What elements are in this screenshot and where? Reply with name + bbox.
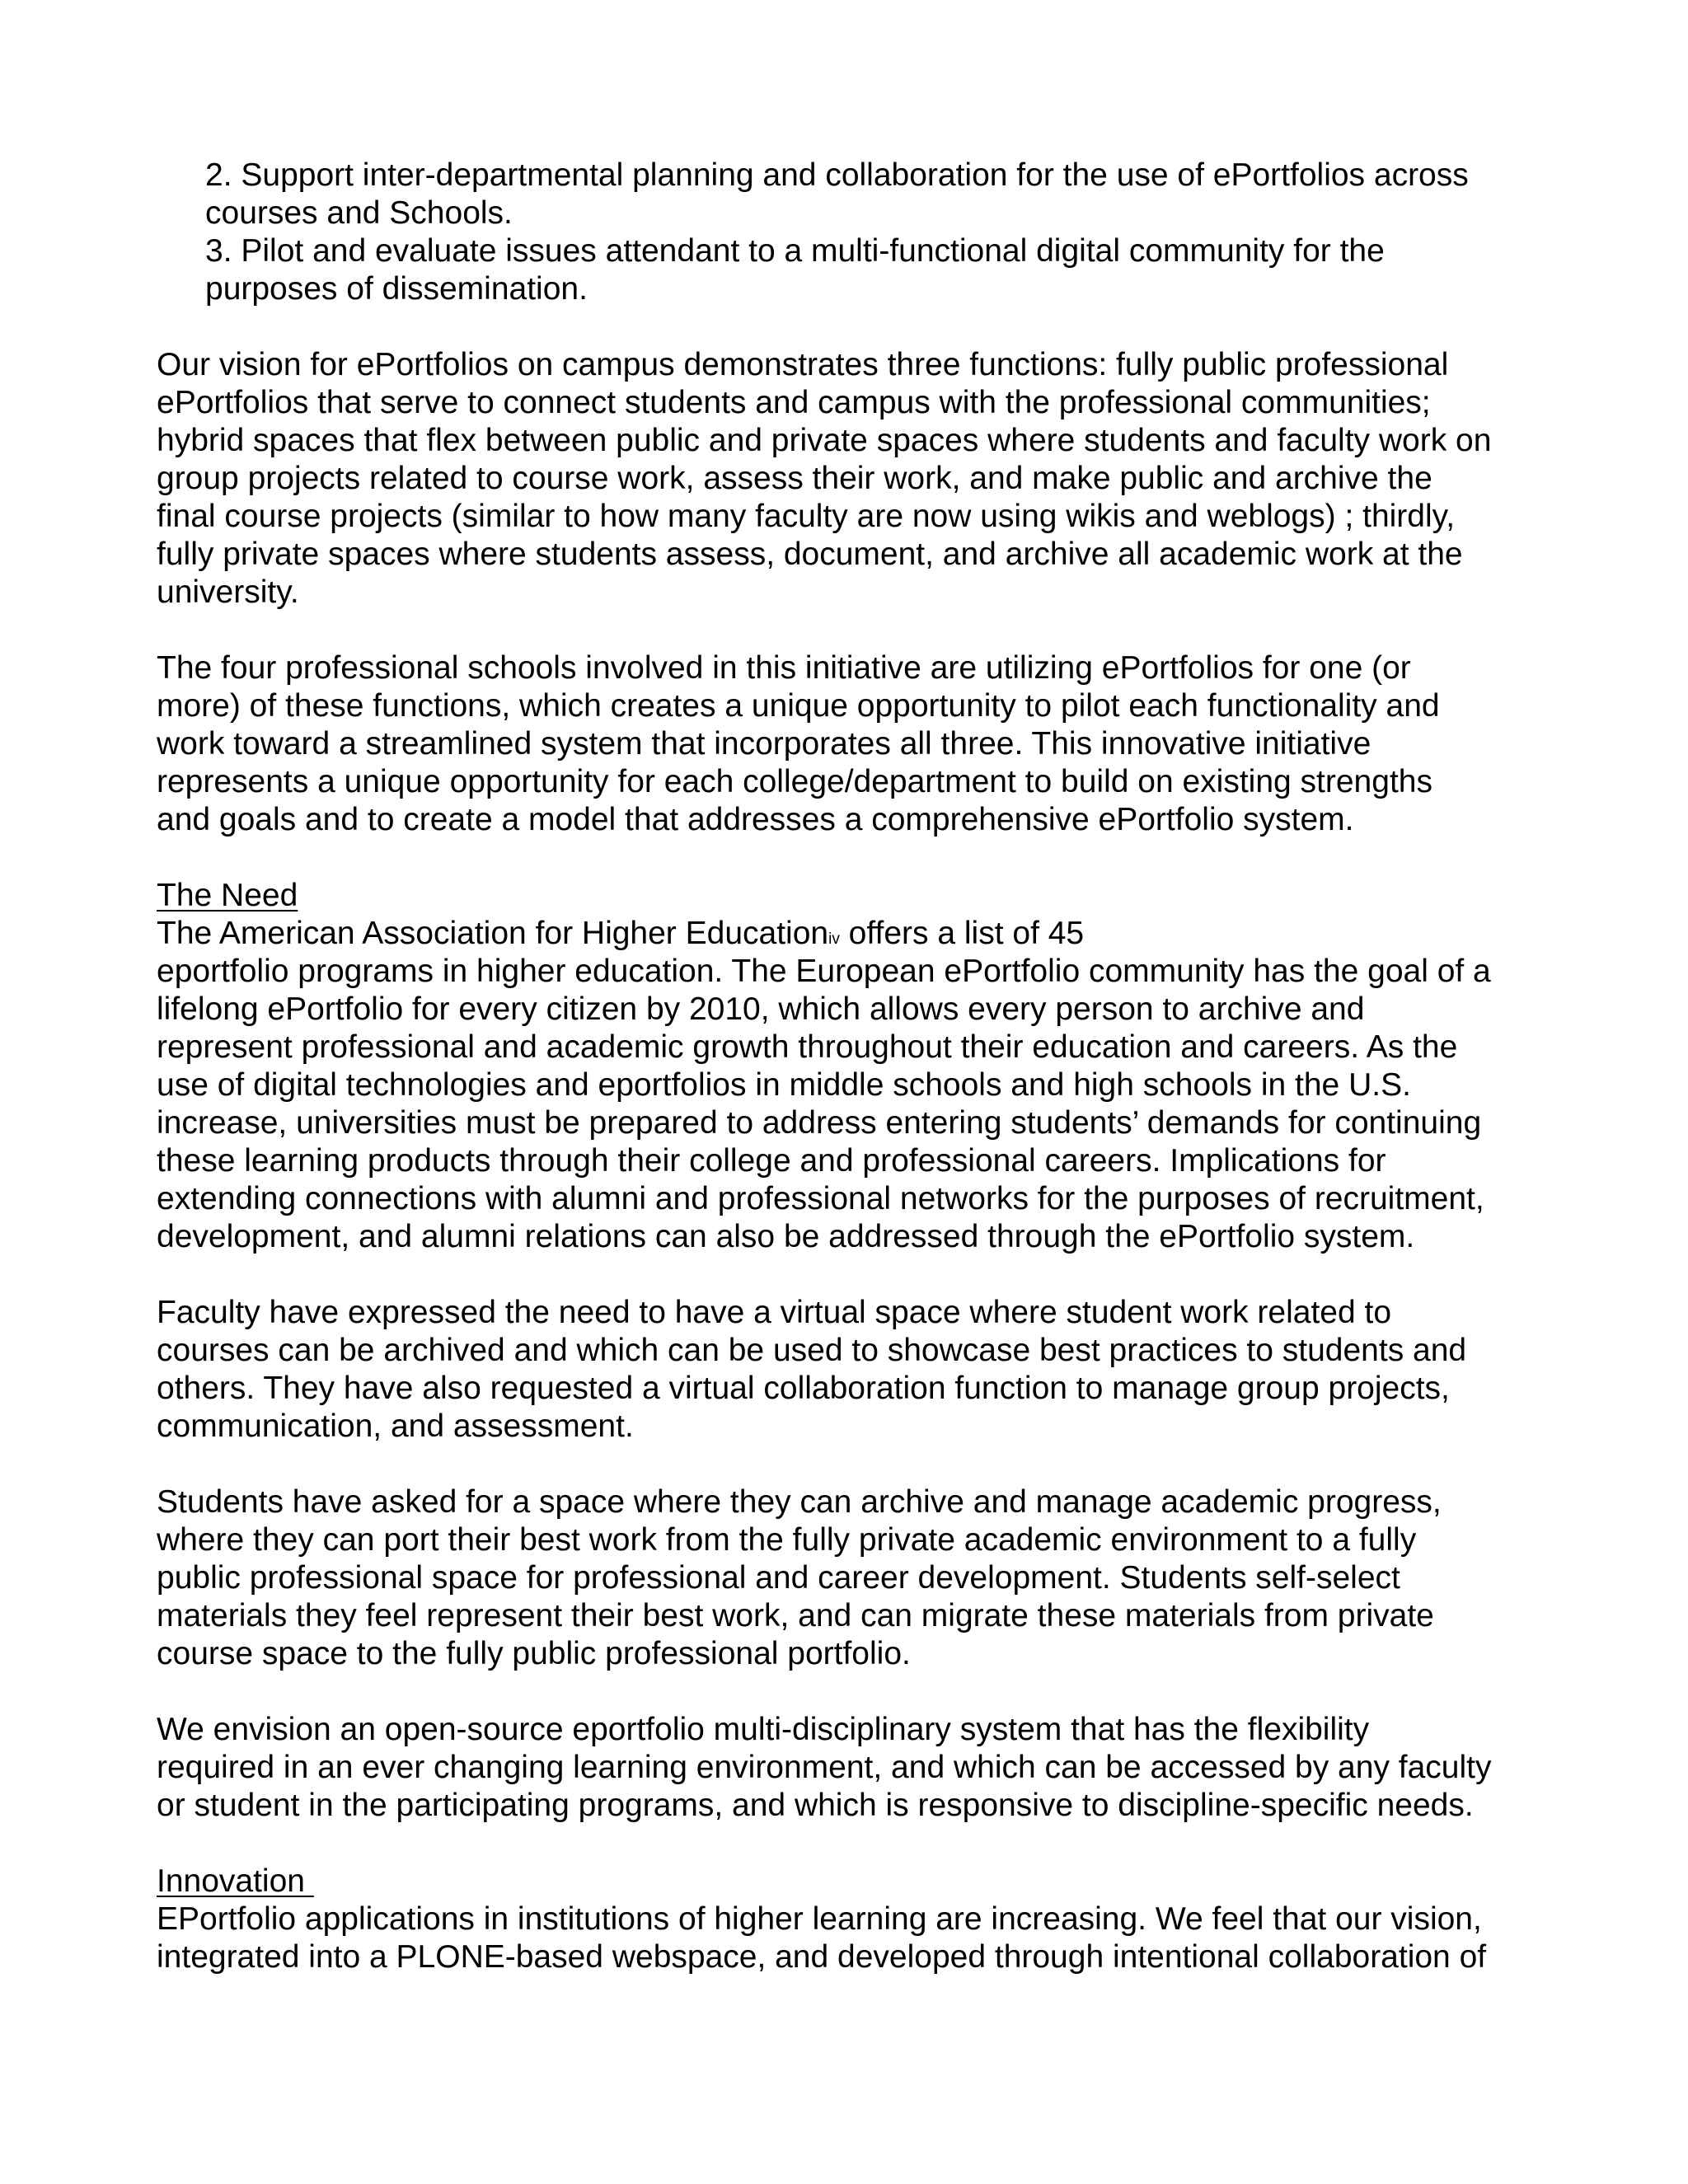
students-paragraph-line: public professional space for professional and career development. Students self-select bbox=[157, 1560, 1400, 1596]
vision-paragraph-line: hybrid spaces that flex between public and private spaces where students and faculty work on bbox=[157, 423, 1492, 458]
vision-paragraph-line: university. bbox=[157, 574, 299, 610]
students-paragraph-line: course space to the fully public professional portfolio. bbox=[157, 1636, 911, 1671]
need-paragraph-line: use of digital technologies and eportfolios in middle schools and high schools in the U.S. bbox=[157, 1067, 1411, 1103]
footnote-marker: iv bbox=[828, 930, 840, 948]
vision-paragraph-line: fully private spaces where students assess, document, and archive all academic work at the bbox=[157, 537, 1463, 572]
schools-paragraph-line: and goals and to create a model that addresses a comprehensive ePortfolio system. bbox=[157, 802, 1354, 837]
need-paragraph-line: represent professional and academic growth throughout their education and careers. As the bbox=[157, 1029, 1458, 1065]
students-paragraph-line: Students have asked for a space where they can archive and manage academic progress, bbox=[157, 1484, 1442, 1520]
innovation-paragraph-line: EPortfolio applications in institutions of higher learning are increasing. We feel that our vision, bbox=[157, 1901, 1482, 1937]
vision-paragraph-line: ePortfolios that serve to connect students and campus with the professional communities; bbox=[157, 385, 1431, 420]
section-heading-the-need: The Need bbox=[157, 878, 298, 913]
section-heading-innovation: Innovation bbox=[157, 1863, 314, 1899]
innovation-paragraph-line: integrated into a PLONE-based webspace, and developed through intentional collaboration of bbox=[157, 1939, 1487, 1975]
faculty-paragraph-line: courses can be archived and which can be used to showcase best practices to students and bbox=[157, 1333, 1467, 1368]
schools-paragraph-line: represents a unique opportunity for each college/department to build on existing strengths bbox=[157, 764, 1432, 799]
vision-paragraph-line: Our vision for ePortfolios on campus demonstrates three functions: fully public professional bbox=[157, 347, 1449, 382]
list-item-3-line-2: purposes of dissemination. bbox=[205, 271, 588, 307]
need-paragraph-line: these learning products through their college and professional careers. Implications for bbox=[157, 1143, 1386, 1179]
need-first-line-text-end: offers a list of 45 bbox=[839, 916, 1085, 951]
list-item-3-line-1: 3. Pilot and evaluate issues attendant to a multi-functional digital community for the bbox=[205, 233, 1385, 269]
need-paragraph-line: eportfolio programs in higher education. The European ePortfolio community has the goal of a bbox=[157, 954, 1491, 989]
schools-paragraph-line: work toward a streamlined system that incorporates all three. This innovative initiative bbox=[157, 726, 1372, 762]
envision-paragraph-line: required in an ever changing learning environment, and which can be accessed by any faculty bbox=[157, 1750, 1492, 1785]
need-paragraph-line: increase, universities must be prepared to address entering students’ demands for continuing bbox=[157, 1105, 1482, 1141]
students-paragraph-line: where they can port their best work from the fully private academic environment to a fully bbox=[157, 1522, 1417, 1558]
schools-paragraph-line: more) of these functions, which creates a unique opportunity to pilot each functionality and bbox=[157, 688, 1440, 724]
need-paragraph-line: development, and alumni relations can also be addressed through the ePortfolio system. bbox=[157, 1219, 1415, 1254]
vision-paragraph-line: final course projects (similar to how many faculty are now using wikis and weblogs) ; thirdly, bbox=[157, 499, 1456, 534]
envision-paragraph-line: or student in the participating programs, and which is responsive to discipline-specific needs. bbox=[157, 1788, 1474, 1823]
faculty-paragraph-line: others. They have also requested a virtual collaboration function to manage group projects, bbox=[157, 1371, 1450, 1406]
need-first-line-text: The American Association for Higher Education bbox=[157, 916, 829, 951]
faculty-paragraph-line: communication, and assessment. bbox=[157, 1408, 634, 1444]
students-paragraph-line: materials they feel represent their best work, and can migrate these materials from private bbox=[157, 1598, 1434, 1633]
envision-paragraph-line: We envision an open-source eportfolio multi-disciplinary system that has the flexibility bbox=[157, 1712, 1370, 1747]
need-paragraph-line: extending connections with alumni and professional networks for the purposes of recruitment, bbox=[157, 1181, 1484, 1216]
list-item-2-line-1: 2. Support inter-departmental planning and collaboration for the use of ePortfolios across bbox=[205, 157, 1469, 193]
schools-paragraph-line: The four professional schools involved in this initiative are utilizing ePortfolios for one (or bbox=[157, 650, 1411, 686]
faculty-paragraph-line: Faculty have expressed the need to have a virtual space where student work related to bbox=[157, 1295, 1392, 1330]
need-paragraph-line: lifelong ePortfolio for every citizen by 2010, which allows every person to archive and bbox=[157, 991, 1365, 1027]
list-item-2-line-2: courses and Schools. bbox=[205, 195, 513, 231]
vision-paragraph-line: group projects related to course work, assess their work, and make public and archive the bbox=[157, 461, 1432, 496]
